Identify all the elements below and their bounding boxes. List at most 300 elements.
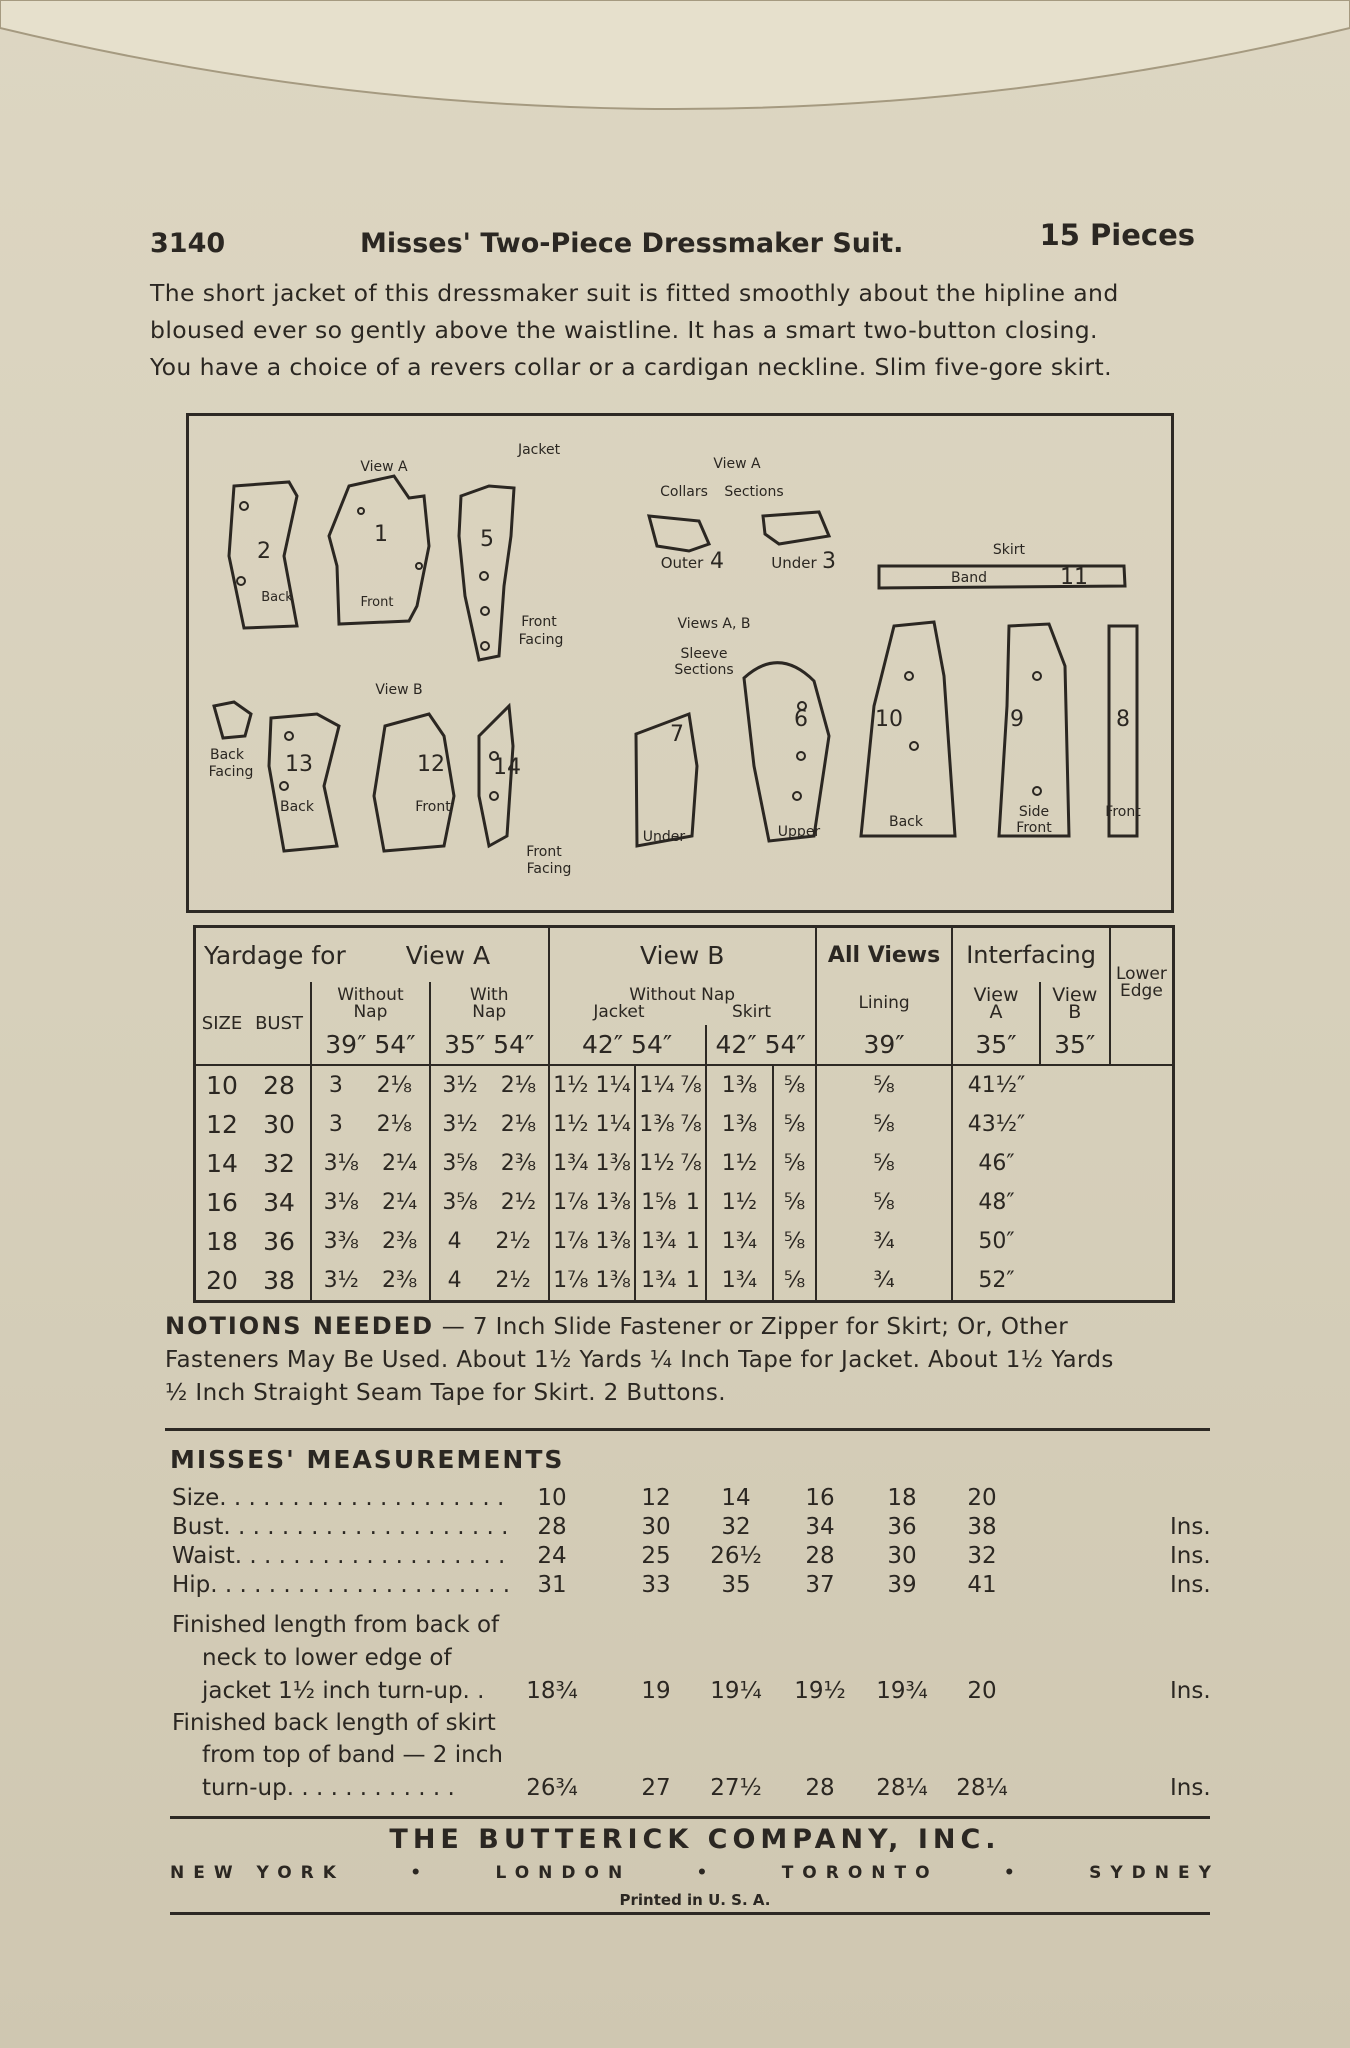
measurement-value: 38 xyxy=(967,1514,997,1540)
int-view-a-header xyxy=(952,982,1039,1025)
yardage-cell xyxy=(311,1065,430,1104)
measurement-unit: Ins. xyxy=(1170,1514,1211,1540)
yardage-cell xyxy=(430,1222,549,1261)
description-line: The short jacket of this dressmaker suit is fitted smoothly about the hipline and xyxy=(150,279,1119,307)
measurement-value: 19¾ xyxy=(876,1678,928,1704)
label-view-a-collars: View A xyxy=(713,456,761,472)
notions-line: ½ Inch Straight Seam Tape for Skirt. 2 Buttons. xyxy=(165,1380,726,1406)
yardage-value: 3 xyxy=(328,1111,343,1137)
yardage-value: 1½ xyxy=(706,1183,774,1222)
jacket-skirt-labels xyxy=(550,1001,815,1022)
yardage-cell xyxy=(311,1105,430,1144)
measurement-value: 32 xyxy=(967,1543,997,1569)
piece-13-number: 13 xyxy=(285,752,313,777)
measurement-label: from top of band — 2 inch xyxy=(202,1742,503,1768)
piece-3-name: Under xyxy=(771,554,817,572)
yardage-row xyxy=(196,1183,1172,1222)
yardage-value: ⅝ xyxy=(773,1105,815,1144)
piece-4-outer-collar-outline xyxy=(649,516,709,551)
yardage-value: 16 xyxy=(206,1187,238,1217)
yardage-value: ⅝ xyxy=(773,1144,815,1183)
yardage-value: 1¾ xyxy=(641,1228,677,1254)
yardage-value: 3½ xyxy=(442,1072,478,1098)
piece-11-name: Band xyxy=(951,570,987,586)
yardage-value: 48″ xyxy=(978,1189,1015,1215)
yardage-lower-edge-header xyxy=(1110,928,1172,1065)
piece-4-name: Outer xyxy=(660,554,704,572)
label-front-facing-1b: Facing xyxy=(518,632,564,648)
yardage-row xyxy=(196,1105,1172,1144)
piece-7-number: 7 xyxy=(670,722,684,747)
yardage-value: ⅝ xyxy=(773,1261,815,1300)
piece-8-name: Front xyxy=(1105,804,1141,820)
measurement-value: 25 xyxy=(641,1543,671,1569)
piece-6-name: Upper xyxy=(777,824,821,840)
yardage-all-views: All Views xyxy=(816,928,953,982)
yardage-value: ⅞ xyxy=(680,1072,702,1098)
label-views-ab: Views A, B xyxy=(677,616,751,632)
measurement-label: Finished length from back of xyxy=(172,1612,500,1638)
yardage-value: ⅝ xyxy=(773,1222,815,1261)
yardage-value: 46″ xyxy=(978,1150,1015,1176)
label-view-b: View B xyxy=(375,682,423,698)
finished-skirt-row xyxy=(170,1742,1220,1772)
measurements-heading: MISSES' MEASUREMENTS xyxy=(170,1445,565,1474)
yardage-value: 1¾ xyxy=(553,1150,589,1176)
yardage-row xyxy=(196,1144,1172,1183)
measurement-label: neck to lower edge of xyxy=(202,1645,452,1671)
company-cities xyxy=(170,1863,1220,1883)
measurement-value: 34 xyxy=(805,1514,835,1540)
finished-jacket-row xyxy=(170,1645,1220,1675)
yardage-value: ⅝ xyxy=(816,1105,953,1144)
measurement-label: jacket 1½ inch turn-up. . xyxy=(202,1678,485,1704)
piece-2-name: Back xyxy=(261,590,293,605)
notions-needed xyxy=(165,1310,1210,1410)
piece-10-number: 10 xyxy=(875,707,903,732)
yardage-value: 1¾ xyxy=(641,1267,677,1293)
width-value: 35″ xyxy=(952,1025,1039,1065)
finished-jacket-row xyxy=(170,1678,1220,1708)
yardage-value: 2½ xyxy=(495,1267,531,1293)
width-value: 35″ xyxy=(1040,1025,1110,1065)
yardage-cell xyxy=(549,1261,636,1300)
label-back-facing-1: Back xyxy=(210,747,244,763)
measurement-value: 30 xyxy=(887,1543,917,1569)
piece-6-upper-sleeve-outline xyxy=(744,663,829,841)
envelope-flap xyxy=(0,0,1350,170)
yardage-value: ⅞ xyxy=(680,1150,702,1176)
pattern-header xyxy=(150,218,1195,268)
company-footer xyxy=(170,1824,1220,1909)
yardage-cell xyxy=(549,1144,636,1183)
yardage-value: 1¾ xyxy=(706,1261,774,1300)
label-back-facing-2: Facing xyxy=(208,764,254,780)
measurement-unit: Ins. xyxy=(1170,1543,1211,1569)
company-name: THE BUTTERICK COMPANY, INC. xyxy=(389,1824,1001,1855)
yardage-value: 10 xyxy=(206,1070,238,1100)
yardage-cell xyxy=(635,1222,705,1261)
measurement-value: 33 xyxy=(641,1572,671,1598)
yardage-value: 3⅝ xyxy=(442,1189,478,1215)
measurement-value: 31 xyxy=(537,1572,567,1598)
yardage-value: 2⅛ xyxy=(376,1111,412,1137)
pattern-title: Misses' Two-Piece Dressmaker Suit. xyxy=(360,228,904,259)
measurement-value: 37 xyxy=(805,1572,835,1598)
yardage-cell xyxy=(635,1144,705,1183)
yardage-value: 36 xyxy=(248,1222,311,1261)
yardage-value: 1½ xyxy=(553,1111,589,1137)
yardage-value: 2⅛ xyxy=(500,1072,537,1098)
yardage-value: 1¼ xyxy=(639,1072,675,1098)
measurement-value: 18¾ xyxy=(526,1678,578,1704)
measurement-value: 39 xyxy=(887,1572,917,1598)
measurement-row xyxy=(170,1572,1220,1602)
measurement-value: 18 xyxy=(887,1485,917,1511)
measurement-value: 14 xyxy=(721,1485,751,1511)
measurement-value: 19½ xyxy=(794,1678,846,1704)
width-value: 42″ xyxy=(581,1030,624,1060)
label-sleeve-sections: Sections xyxy=(674,662,734,678)
width-value: 54″ xyxy=(374,1030,416,1060)
city-name: TORONTO xyxy=(781,1863,939,1883)
yardage-value: 3½ xyxy=(323,1267,359,1293)
piece-9-name-2: Front xyxy=(1016,820,1052,836)
yardage-value: 3 xyxy=(328,1072,343,1098)
measurement-label: Waist. . . . . . . . . . . . . . . . . . . xyxy=(172,1543,506,1569)
yardage-value: 2⅜ xyxy=(381,1267,418,1293)
yardage-heading-cell xyxy=(196,928,549,982)
yardage-value: ⅝ xyxy=(816,1183,953,1222)
yardage-value: 1⅜ xyxy=(595,1267,631,1293)
yardage-value: 28 xyxy=(248,1065,311,1104)
piece-1-name: Front xyxy=(360,595,394,610)
yardage-value: 1 xyxy=(685,1267,700,1293)
piece-10-name: Back xyxy=(889,814,923,830)
yardage-value: 1⅞ xyxy=(553,1189,589,1215)
city-name: LONDON xyxy=(495,1863,632,1883)
measurement-value: 26¾ xyxy=(526,1775,578,1801)
skirt-label: Skirt xyxy=(732,1001,772,1022)
width-value: 54″ xyxy=(631,1030,673,1060)
int-view-b-header xyxy=(1040,982,1110,1025)
int-view-a-label: View xyxy=(973,983,1019,1006)
bust-header: BUST xyxy=(248,982,311,1065)
piece-9-name: Side xyxy=(1018,804,1050,820)
misses-measurements xyxy=(170,1445,1220,1815)
measurement-value: 10 xyxy=(537,1485,567,1511)
with-label: With xyxy=(469,984,509,1005)
yardage-value: ¾ xyxy=(816,1261,953,1300)
label-front-facing-2: Front xyxy=(526,844,562,860)
yardage-cell xyxy=(430,1261,549,1300)
label-sections: Sections xyxy=(724,484,784,500)
yardage-value: 1½ xyxy=(706,1144,774,1183)
yardage-cell xyxy=(311,1222,430,1261)
pattern-pieces-diagram xyxy=(186,413,1174,913)
yardage-row xyxy=(196,1222,1172,1261)
edge-label: Edge xyxy=(1120,981,1163,1001)
description-line: bloused ever so gently above the waistline. It has a smart two-button closing. xyxy=(150,316,1098,344)
yardage-view-a: View A xyxy=(405,940,491,970)
nap-label: Nap xyxy=(353,1001,388,1022)
piece-12-number: 12 xyxy=(417,752,445,777)
measurement-value: 26½ xyxy=(710,1543,762,1569)
measurement-value: 27 xyxy=(641,1775,671,1801)
yardage-value: 52″ xyxy=(978,1267,1015,1293)
piece-11-number: 11 xyxy=(1060,565,1088,590)
measurement-value: 24 xyxy=(537,1543,567,1569)
yardage-value: 2⅛ xyxy=(376,1072,412,1098)
measurement-row xyxy=(170,1514,1220,1544)
yardage-value: ⅝ xyxy=(773,1183,815,1222)
measurement-unit: Ins. xyxy=(1170,1572,1211,1598)
label-collars: Collars xyxy=(660,484,708,500)
yardage-rows xyxy=(196,1065,1172,1300)
measurement-value: 19 xyxy=(641,1678,671,1704)
yardage-value: 2⅜ xyxy=(500,1150,537,1176)
yardage-value: 1 xyxy=(685,1189,700,1215)
yardage-interfacing: Interfacing xyxy=(952,928,1109,982)
measurement-value: 30 xyxy=(641,1514,671,1540)
label-skirt: Skirt xyxy=(992,542,1026,558)
pattern-description xyxy=(150,275,1195,386)
yardage-cell xyxy=(311,1144,430,1183)
yardage-view-b: View B xyxy=(549,928,816,982)
lower-label: Lower xyxy=(1115,964,1167,984)
piece-4-number: 4 xyxy=(710,549,724,574)
width-cell xyxy=(706,1025,816,1065)
width-cell xyxy=(430,1025,549,1065)
piece-back-facing-outline xyxy=(214,702,251,738)
yardage-value: 2½ xyxy=(500,1189,537,1215)
measurement-value: 41 xyxy=(967,1572,997,1598)
yardage-value: 1⅝ xyxy=(641,1189,677,1215)
yardage-value: 38 xyxy=(248,1261,311,1300)
yardage-cell xyxy=(635,1261,705,1300)
piece-12-front-outline xyxy=(374,714,454,851)
printed-in: Printed in U. S. A. xyxy=(619,1891,771,1909)
yardage-value: 1¾ xyxy=(706,1222,774,1261)
int-view-b-label: View xyxy=(1052,983,1098,1006)
yardage-cell xyxy=(430,1105,549,1144)
width-cell xyxy=(549,1025,706,1065)
measurement-value: 28 xyxy=(537,1514,567,1540)
measurement-value: 35 xyxy=(721,1572,751,1598)
city-separator: • xyxy=(1003,1863,1024,1883)
measurement-label: Finished back length of skirt xyxy=(172,1710,496,1736)
piece-3-number: 3 xyxy=(822,549,836,574)
width-value: 42″ xyxy=(715,1030,757,1060)
measurement-unit: Ins. xyxy=(1170,1775,1211,1801)
width-cell xyxy=(311,1025,430,1065)
yardage-value: 2¼ xyxy=(381,1189,418,1215)
notions-text: — 7 Inch Slide Fastener or Zipper for Skirt; Or, Other xyxy=(434,1314,1069,1340)
piece-8-number: 8 xyxy=(1116,707,1130,732)
piece-6-number: 6 xyxy=(794,707,808,732)
yardage-value: 1⅜ xyxy=(639,1111,675,1137)
piece-12-name: Front xyxy=(415,799,451,815)
yardage-value: 30 xyxy=(248,1105,311,1144)
measurement-value: 19¼ xyxy=(710,1678,762,1704)
yardage-row xyxy=(196,1065,1172,1104)
yardage-value: 3⅝ xyxy=(442,1150,478,1176)
yardage-value: 2¼ xyxy=(381,1150,418,1176)
yardage-value: 20 xyxy=(206,1265,238,1295)
piece-1-number: 1 xyxy=(374,522,388,547)
yardage-value: 1¼ xyxy=(595,1111,631,1137)
yardage-cell xyxy=(430,1065,549,1104)
yardage-cell xyxy=(549,1222,636,1261)
yardage-value: 1 xyxy=(685,1228,700,1254)
yardage-value: ⅝ xyxy=(773,1065,815,1104)
yardage-value: 32 xyxy=(248,1144,311,1183)
yardage-cell xyxy=(635,1183,705,1222)
yardage-value: 1½ xyxy=(553,1072,589,1098)
measurement-value: 12 xyxy=(641,1485,671,1511)
measurement-value: 28 xyxy=(805,1775,835,1801)
yardage-value: 34 xyxy=(248,1183,311,1222)
yardage-cell xyxy=(635,1065,705,1104)
measurement-row xyxy=(170,1485,1220,1515)
yardage-value: 1⅞ xyxy=(553,1267,589,1293)
measurement-label: Hip. . . . . . . . . . . . . . . . . . . . . xyxy=(172,1572,511,1598)
yardage-value: 3⅛ xyxy=(323,1189,359,1215)
city-name: NEW YORK xyxy=(170,1863,345,1883)
yardage-value: 4 xyxy=(447,1267,462,1293)
label-front-facing-2b: Facing xyxy=(526,861,572,877)
lining-header: Lining xyxy=(816,982,953,1025)
yardage-value: 12 xyxy=(206,1109,238,1139)
description-line: You have a choice of a revers collar or a cardigan neckline. Slim five-gore skirt. xyxy=(150,353,1112,381)
piece-11-skirt-band-outline xyxy=(879,566,1125,588)
yardage-value: 1⅜ xyxy=(595,1150,631,1176)
yardage-value: 1½ xyxy=(639,1150,675,1176)
measurement-value: 16 xyxy=(805,1485,835,1511)
yardage-value: ¾ xyxy=(816,1222,953,1261)
yardage-value: 4 xyxy=(447,1228,462,1254)
yardage-title: Yardage for xyxy=(204,940,346,970)
yardage-value: 2½ xyxy=(495,1228,531,1254)
finished-skirt-row xyxy=(170,1710,1220,1740)
piece-9-number: 9 xyxy=(1010,707,1024,732)
measurement-label: Size. . . . . . . . . . . . . . . . . . . . xyxy=(172,1485,505,1511)
yardage-value: 3½ xyxy=(442,1111,478,1137)
measurement-value: 27½ xyxy=(710,1775,762,1801)
measurement-value: 20 xyxy=(967,1678,997,1704)
measurement-value: 36 xyxy=(887,1514,917,1540)
yardage-cell xyxy=(549,1105,636,1144)
measurement-value: 32 xyxy=(721,1514,751,1540)
yardage-row xyxy=(196,1261,1172,1300)
yardage-cell xyxy=(549,1183,636,1222)
with-nap-header xyxy=(430,982,549,1025)
yardage-cell xyxy=(311,1261,430,1300)
yardage-value: 1⅜ xyxy=(706,1065,774,1104)
yardage-value: 1⅜ xyxy=(706,1105,774,1144)
city-separator: • xyxy=(410,1863,431,1883)
label-front-facing-1: Front xyxy=(521,614,557,630)
measurement-label: turn-up. . . . . . . . . . . . xyxy=(202,1775,455,1801)
yardage-value: ⅞ xyxy=(680,1111,702,1137)
yardage-value: 18 xyxy=(206,1226,238,1256)
divider xyxy=(170,1912,1210,1915)
measurement-value: 20 xyxy=(967,1485,997,1511)
city-name: SYDNEY xyxy=(1089,1863,1220,1883)
piece-7-name: Under xyxy=(642,829,686,845)
divider xyxy=(165,1428,1210,1431)
divider xyxy=(170,1816,1210,1819)
yardage-value: 2⅛ xyxy=(500,1111,537,1137)
measurement-row xyxy=(170,1543,1220,1573)
notions-line: Fasteners May Be Used. About 1½ Yards ¼ Inch Tape for Jacket. About 1½ Yards xyxy=(165,1347,1114,1373)
yardage-value: 3⅜ xyxy=(323,1228,359,1254)
measurement-value: 28¼ xyxy=(956,1775,1008,1801)
piece-7-under-sleeve-outline xyxy=(636,714,697,846)
yardage-value: 50″ xyxy=(978,1228,1015,1254)
yardage-value: 1⅜ xyxy=(595,1228,631,1254)
yardage-value: 1⅜ xyxy=(595,1189,631,1215)
measurement-unit: Ins. xyxy=(1170,1678,1211,1704)
width-value: 39″ xyxy=(816,1025,953,1065)
jacket-label: Jacket xyxy=(593,1001,645,1022)
measurement-label: Bust. . . . . . . . . . . . . . . . . . . . xyxy=(172,1514,509,1540)
label-view-a: View A xyxy=(360,459,408,475)
width-value: 39″ xyxy=(325,1030,367,1060)
without-nap-header xyxy=(311,982,430,1025)
without-nap-b-label: Without Nap xyxy=(629,984,736,1005)
piece-14-number: 14 xyxy=(493,755,521,780)
piece-13-back-outline xyxy=(269,714,339,851)
int-view-b-letter: B xyxy=(1068,1000,1082,1023)
yardage-value: 2⅜ xyxy=(381,1228,418,1254)
size-header: SIZE xyxy=(201,1012,243,1034)
yardage-value: 41½″ xyxy=(967,1072,1026,1098)
piece-3-under-collar-outline xyxy=(763,512,829,544)
notions-line xyxy=(165,1310,1210,1344)
without-nap-b-header xyxy=(549,982,816,1025)
label-jacket: Jacket xyxy=(517,442,561,458)
yardage-value: ⅝ xyxy=(816,1144,953,1183)
finished-jacket-row xyxy=(170,1612,1220,1642)
yardage-cell xyxy=(311,1183,430,1222)
yardage-value: 1¼ xyxy=(595,1072,631,1098)
piece-13-name: Back xyxy=(280,799,314,815)
yardage-value: ⅝ xyxy=(816,1065,953,1104)
piece-5-number: 5 xyxy=(480,527,494,552)
yardage-value: 1⅞ xyxy=(553,1228,589,1254)
width-value: 54″ xyxy=(493,1030,535,1060)
yardage-value: 43½″ xyxy=(967,1111,1026,1137)
label-sleeve: Sleeve xyxy=(680,646,728,662)
int-view-a-letter: A xyxy=(989,1000,1003,1023)
notions-heading: NOTIONS NEEDED xyxy=(165,1312,435,1340)
width-value: 35″ xyxy=(444,1030,486,1060)
yardage-cell xyxy=(430,1183,549,1222)
finished-skirt-row xyxy=(170,1775,1220,1805)
yardage-grid xyxy=(196,928,1172,1300)
yardage-cell xyxy=(430,1144,549,1183)
city-separator: • xyxy=(696,1863,717,1883)
measurement-value: 28¼ xyxy=(876,1775,928,1801)
measurement-value: 28 xyxy=(805,1543,835,1569)
piece-2-number: 2 xyxy=(257,539,271,564)
yardage-value: 3⅛ xyxy=(323,1150,359,1176)
pattern-number: 3140 xyxy=(150,228,226,259)
nap-label-2: Nap xyxy=(472,1001,507,1022)
yardage-table xyxy=(193,925,1175,1303)
pattern-pieces-svg xyxy=(189,416,1171,910)
